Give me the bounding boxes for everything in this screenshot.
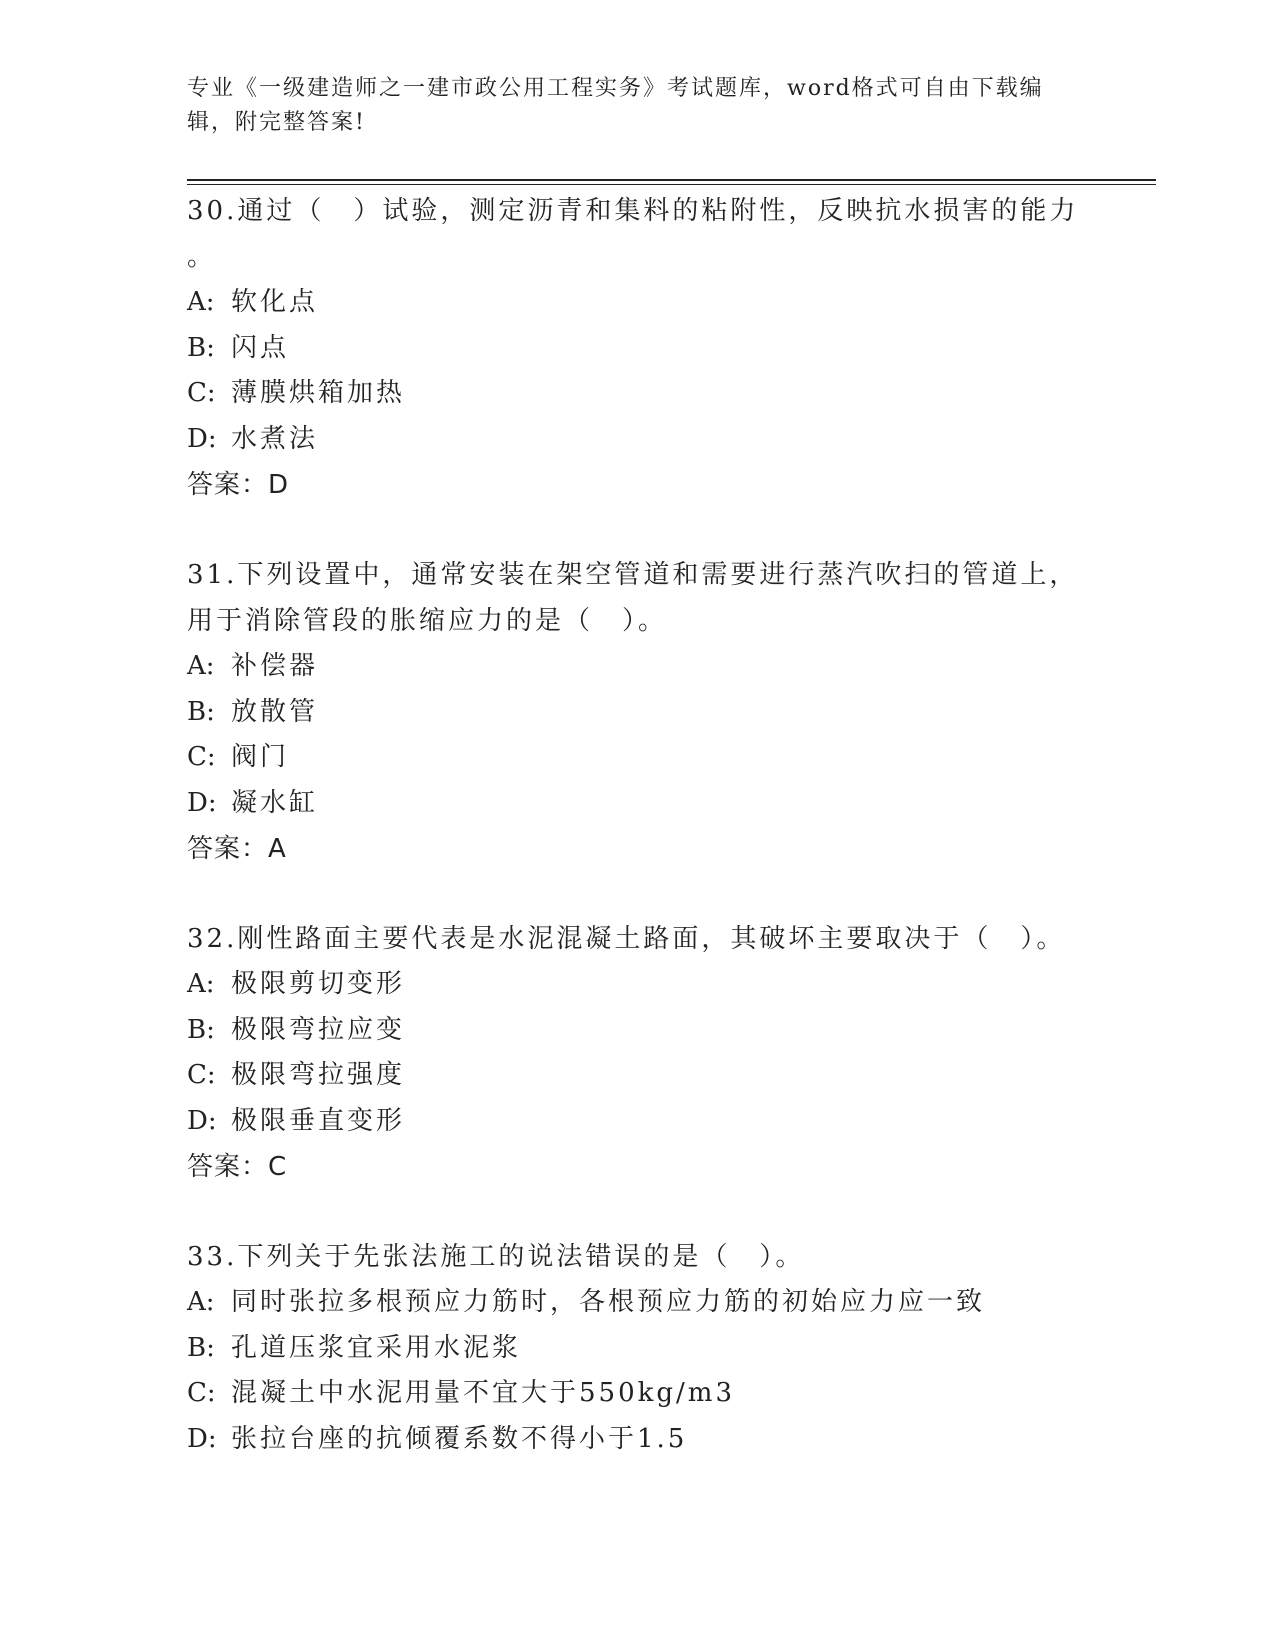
option-text: 孔道压浆宜采用水泥浆 <box>231 1332 522 1363</box>
option-text: 水煮法 <box>231 423 319 454</box>
option-c <box>187 735 1087 781</box>
option-text: 极限弯拉应变 <box>231 1014 406 1045</box>
option-text: 补偿器 <box>231 651 319 681</box>
option-label: B: <box>187 332 215 363</box>
option-d <box>187 781 1087 827</box>
question-stem-line: 33.下列关于先张法施工的说法错误的是（ ）。 <box>187 1242 805 1272</box>
option-text: 薄膜烘箱加热 <box>231 378 406 408</box>
option-text: 极限剪切变形 <box>231 969 406 999</box>
answer-text: 答案：C <box>187 1152 288 1182</box>
option-label: A: <box>187 651 215 681</box>
option-b <box>187 690 1087 736</box>
question-stem-line: 30.通过（ ）试验，测定沥青和集料的粘附性，反映抗水损害的能力 <box>187 196 1079 226</box>
option-c <box>187 1371 1087 1417</box>
option-text: 放散管 <box>231 696 319 727</box>
header-divider-thick <box>187 179 1156 181</box>
option-label: A: <box>187 287 215 317</box>
option-d <box>187 417 1087 463</box>
option-label: B: <box>187 696 215 727</box>
option-label: A: <box>187 1287 215 1317</box>
answer-text: 答案：A <box>187 834 287 864</box>
header-line-2: 辑，附完整答案! <box>187 110 366 135</box>
option-label: B: <box>187 1332 215 1363</box>
answer-text: 答案：D <box>187 470 290 500</box>
option-text: 混凝土中水泥用量不宜大于550kg/m3 <box>231 1378 735 1408</box>
question-30 <box>187 188 1087 508</box>
option-label: D: <box>187 1105 217 1136</box>
option-label: C: <box>187 742 216 772</box>
option-a <box>187 280 1087 326</box>
option-label: D: <box>187 423 217 454</box>
option-text: 同时张拉多根预应力筋时，各根预应力筋的初始应力应一致 <box>231 1287 986 1317</box>
option-text: 极限垂直变形 <box>231 1105 406 1136</box>
option-text: 闪点 <box>231 332 290 363</box>
option-text: 极限弯拉强度 <box>231 1060 406 1090</box>
question-stem-line: 31.下列设置中，通常安装在架空管道和需要进行蒸汽吹扫的管道上， <box>187 560 1079 590</box>
option-label: C: <box>187 378 216 408</box>
option-a <box>187 1280 1087 1326</box>
option-b <box>187 1326 1087 1372</box>
option-text: 凝水缸 <box>231 787 319 818</box>
option-b <box>187 326 1087 372</box>
option-c <box>187 371 1087 417</box>
option-a <box>187 962 1087 1008</box>
option-label: D: <box>187 787 217 818</box>
option-label: A: <box>187 969 215 999</box>
document-header <box>187 72 1087 140</box>
option-label: D: <box>187 1423 217 1454</box>
option-text: 软化点 <box>231 287 319 317</box>
option-label: B: <box>187 1014 215 1045</box>
question-stem-line: 。 <box>187 242 217 272</box>
option-b <box>187 1008 1087 1054</box>
question-stem-line: 用于消除管段的胀缩应力的是（ ）。 <box>187 606 668 636</box>
question-33 <box>187 1234 1087 1462</box>
option-d <box>187 1417 1087 1463</box>
option-text: 张拉台座的抗倾覆系数不得小于1.5 <box>231 1423 688 1454</box>
option-c <box>187 1053 1087 1099</box>
option-text: 阀门 <box>231 742 290 772</box>
question-stem-line: 32.刚性路面主要代表是水泥混凝土路面，其破坏主要取决于（ ）。 <box>187 924 1066 954</box>
header-line-1: 专业《一级建造师之一建市政公用工程实务》考试题库，word格式可自由下载编 <box>187 76 1044 101</box>
question-32 <box>187 916 1087 1190</box>
header-divider-thin <box>187 184 1156 185</box>
option-d <box>187 1099 1087 1145</box>
option-a <box>187 644 1087 690</box>
question-31 <box>187 552 1087 872</box>
option-label: C: <box>187 1378 216 1408</box>
option-label: C: <box>187 1060 216 1090</box>
